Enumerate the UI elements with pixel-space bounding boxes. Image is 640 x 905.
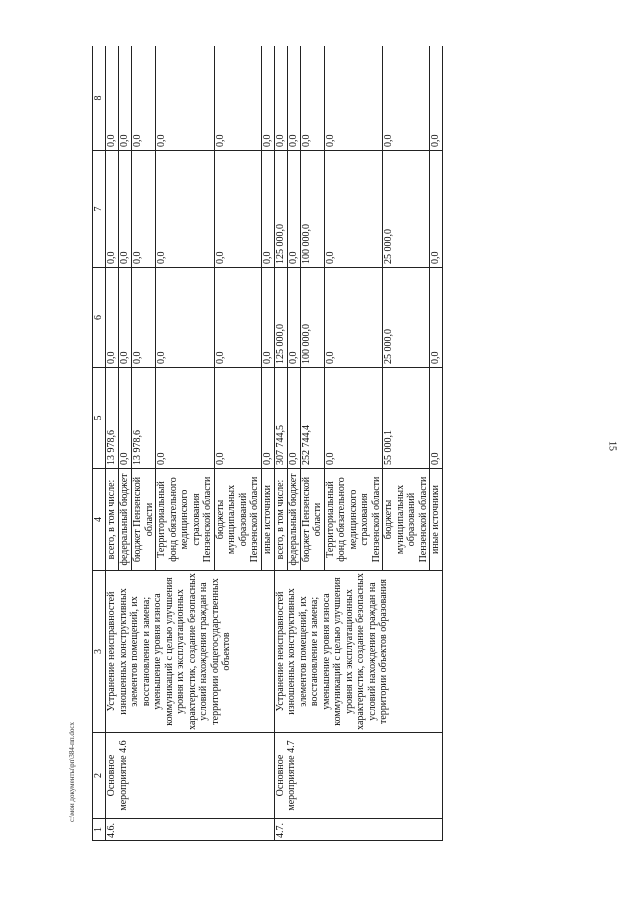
value-cell: 0,0 [324, 46, 383, 151]
footer-file-path: c:\мои документы\рп\384-пп.docx [68, 721, 76, 823]
value-cell: 25 000,0 [383, 268, 430, 368]
value-cell: 0,0 [214, 368, 261, 469]
value-cell: 0,0 [156, 151, 215, 268]
source-label: Территориальный фонд обязательного медицинского страхования Пензенской области [324, 469, 383, 571]
value-cell: 0,0 [261, 46, 274, 151]
value-cell: 307 744,5 [274, 368, 287, 469]
value-cell: 0,0 [383, 46, 430, 151]
row-number: 4.7. [274, 819, 443, 841]
value-cell: 125 000,0 [274, 268, 287, 368]
page-number: 15 [606, 441, 618, 451]
value-cell: 0,0 [106, 268, 119, 368]
value-cell: 0,0 [430, 46, 443, 151]
value-cell: 0,0 [106, 46, 119, 151]
event-name: Основное мероприятие 4.6 [106, 733, 275, 819]
value-cell: 55 000,1 [383, 368, 430, 469]
value-cell: 0,0 [261, 368, 274, 469]
col-header: 5 [93, 368, 106, 469]
value-cell: 0,0 [156, 46, 215, 151]
source-label: бюджет Пензенской области [300, 469, 324, 571]
source-label: бюджеты муниципальных образований Пензенской области [383, 469, 430, 571]
col-header: 8 [93, 46, 106, 151]
value-cell: 0,0 [132, 151, 156, 268]
col-header: 6 [93, 268, 106, 368]
value-cell: 0,0 [274, 46, 287, 151]
table-container [92, 46, 576, 841]
col-header: 3 [93, 571, 106, 733]
value-cell: 125 000,0 [274, 151, 287, 268]
value-cell: 0,0 [430, 368, 443, 469]
value-cell: 0,0 [287, 368, 300, 469]
funding-table [92, 46, 443, 841]
value-cell: 100 000,0 [300, 151, 324, 268]
value-cell: 0,0 [119, 46, 132, 151]
source-label: федеральный бюджет [287, 469, 300, 571]
value-cell: 0,0 [214, 46, 261, 151]
source-label: иные источники [430, 469, 443, 571]
value-cell: 252 744,4 [300, 368, 324, 469]
value-cell: 0,0 [214, 268, 261, 368]
value-cell: 0,0 [106, 151, 119, 268]
source-label: федеральный бюджет [119, 469, 132, 571]
value-cell: 13 978,6 [106, 368, 119, 469]
event-name: Основное мероприятие 4.7 [274, 733, 443, 819]
value-cell: 0,0 [261, 151, 274, 268]
value-cell: 0,0 [300, 46, 324, 151]
row-number: 4.6. [106, 819, 275, 841]
table-row [274, 46, 287, 841]
value-cell: 0,0 [324, 368, 383, 469]
value-cell: 0,0 [132, 268, 156, 368]
value-cell: 0,0 [156, 268, 215, 368]
event-description: Устранение неисправностей изношенных конструктивных элементов помещений, их восстановление и замена; уменьшение уровня износа коммуникаций с целью улучшения уровня их эксплуатационных характеристик, создание безопасных условий нахождения граждан на территории объектов образования [274, 571, 443, 733]
col-header: 2 [93, 733, 106, 819]
col-header: 4 [93, 469, 106, 571]
rotated-page [92, 46, 576, 841]
value-cell: 0,0 [156, 368, 215, 469]
source-label: бюджеты муниципальных образований Пензенской области [214, 469, 261, 571]
event-description: Устранение неисправностей изношенных конструктивных элементов помещений, их восстановление и замена; уменьшение уровня износа коммуникаций с целью улучшения уровня их эксплуатационных характеристик, создание безопасных условий нахождения граждан на территории общегосударственных объектов [106, 571, 275, 733]
value-cell: 13 978,6 [132, 368, 156, 469]
source-label: бюджет Пензенской области [132, 469, 156, 571]
table-row [106, 46, 119, 841]
value-cell: 0,0 [430, 268, 443, 368]
value-cell: 0,0 [287, 46, 300, 151]
value-cell: 0,0 [287, 268, 300, 368]
col-header: 7 [93, 151, 106, 268]
value-cell: 0,0 [119, 268, 132, 368]
col-header: 1 [93, 819, 106, 841]
header-row [93, 46, 106, 841]
value-cell: 0,0 [119, 151, 132, 268]
source-label: Территориальный фонд обязательного медицинского страхования Пензенской области [156, 469, 215, 571]
source-label: иные источники [261, 469, 274, 571]
value-cell: 100 000,0 [300, 268, 324, 368]
source-label: всего, в том числе: [106, 469, 119, 571]
value-cell: 0,0 [324, 151, 383, 268]
value-cell: 0,0 [430, 151, 443, 268]
value-cell: 0,0 [214, 151, 261, 268]
source-label: всего, в том числе: [274, 469, 287, 571]
value-cell: 0,0 [261, 268, 274, 368]
value-cell: 0,0 [132, 46, 156, 151]
value-cell: 25 000,0 [383, 151, 430, 268]
value-cell: 0,0 [119, 368, 132, 469]
value-cell: 0,0 [287, 151, 300, 268]
value-cell: 0,0 [324, 268, 383, 368]
